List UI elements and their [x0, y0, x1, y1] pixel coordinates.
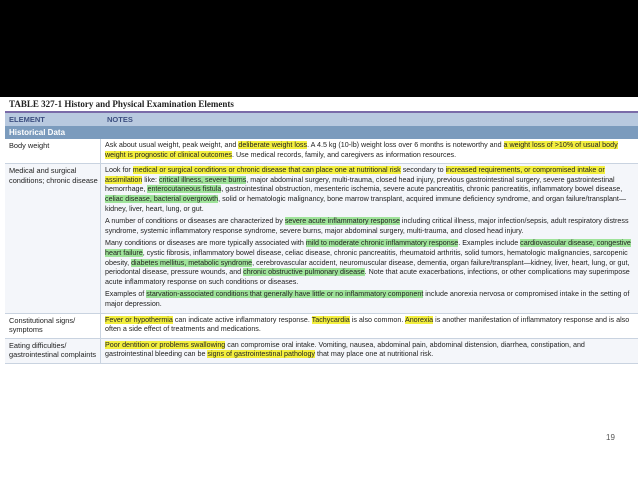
notes-paragraph [105, 316, 632, 335]
notes-text: including critical illness, major infection/sepsis, adult respiratory distress syndrome, systemic inflammatory response syndrome, severe burns, major abdominal surgery, multi-trauma, and closed head injury. [105, 217, 629, 235]
notes-text: include anorexia nervosa or compromised intake in the setting of major depression. [105, 290, 630, 308]
notes-text: . Note that acute exacerbations, infections, or other complications may superimpose acute inflammatory response on such conditions or diseases. [105, 268, 630, 286]
element-cell: Constitutional signs/ symptoms [5, 314, 101, 338]
highlight-green: severe acute inflammatory response [284, 217, 400, 226]
column-header-element: ELEMENT [9, 115, 45, 124]
table-title: TABLE 327-1 History and Physical Examination Elements [5, 97, 638, 113]
highlight-green: cardiovascular disease, congestive heart failure [105, 239, 631, 257]
highlight-green: diabetes mellitus, metabolic syndrome [131, 258, 253, 267]
highlight-green: mild to moderate chronic inflammatory response [305, 239, 459, 248]
highlight-yellow: a weight loss of >10% of usual body weight is prognostic of clinical outcomes [105, 141, 618, 159]
notes-cell [101, 139, 638, 163]
highlight-green: celiac disease, bacterial overgrowth [105, 194, 219, 203]
table-row [5, 314, 638, 339]
highlight-yellow: Poor dentition or problems swallowing [105, 340, 226, 349]
notes-text: like: [142, 175, 159, 184]
notes-text: , major abdominal surgery, multi-trauma, closed head injury, previous gastrointestinal surgery, severe gastrointestinal hemorrhage, [105, 175, 615, 194]
highlight-yellow: signs of gastrointestinal pathology [207, 350, 315, 359]
notes-text: Many conditions or diseases are more typically associated with [105, 239, 306, 248]
notes-text: , solid or hematologic malignancy, bone marrow transplant, acquired immune deficiency syndrome, and organ failure/transplant—kidney, liver, heart, lung, or gut. [105, 194, 627, 213]
notes-text: Examples of [105, 290, 147, 299]
notes-cell [101, 164, 638, 312]
notes-text: A number of conditions or diseases are characterized by [105, 217, 285, 226]
notes-text: can compromise oral intake. Vomiting, nausea, abdominal pain, abdominal distension, diarrhea, constipation, and gastrointestinal bleeding can be [105, 340, 585, 359]
highlight-green: enterocutaneous fistula [147, 185, 222, 194]
notes-text: Ask about usual weight, peak weight, and [105, 141, 239, 149]
notes-text: , cerebrovascular accident, neuromuscular disease, dementia, organ failure/transplant—kidney, liver, heart, lung, or gut, periodontal disease, pressure wounds, and [105, 258, 630, 277]
table-row [5, 339, 638, 364]
notes-text: . A 4.5 kg (10-lb) weight loss over 6 months is noteworthy and [307, 141, 504, 149]
highlight-green: critical illness, severe burns [158, 175, 247, 184]
notes-cell [101, 339, 638, 363]
notes-cell [101, 314, 638, 338]
element-cell: Medical and surgical conditions; chronic disease [5, 164, 101, 312]
highlight-green: chronic obstructive pulmonary disease [243, 268, 365, 277]
notes-text: , cystic fibrosis, inflammatory bowel disease, celiac disease, chronic pancreatitis, rheumatoid arthritis, solid tumors, hematologic malignancies, sarcopenic obesity, [105, 248, 628, 267]
table-row [5, 139, 638, 164]
notes-text: . Examples include [458, 239, 521, 248]
highlight-yellow: Tachycardia [311, 315, 350, 324]
notes-paragraph [105, 239, 632, 287]
notes-paragraph [105, 341, 632, 360]
top-black-band [0, 0, 638, 97]
highlight-yellow: medical or surgical conditions or chronic disease that can place one at nutritional risk [132, 166, 401, 175]
element-cell: Body weight [5, 139, 101, 163]
notes-text: that may place one at nutritional risk. [315, 350, 434, 359]
highlight-yellow: Anorexia [404, 315, 434, 324]
table-body [5, 139, 638, 364]
notes-text: , gastrointestinal obstruction, mesenteric ischemia, severe acute pancreatitis, chronic pancreatitis, inflammatory bowel disease, [221, 185, 623, 194]
page-number: 19 [606, 433, 615, 442]
table-row [5, 164, 638, 313]
table-header-row [5, 113, 638, 126]
notes-paragraph [105, 217, 632, 236]
notes-paragraph [105, 166, 632, 214]
notes-paragraph [105, 290, 632, 309]
section-header-historical-data: Historical Data [5, 126, 638, 139]
notes-text: secondary to [400, 166, 446, 175]
highlight-yellow: deliberate weight loss [238, 141, 308, 149]
notes-text: . Use medical records, family, and caregivers as information resources. [232, 150, 457, 159]
element-cell: Eating difficulties/ gastrointestinal complaints [5, 339, 101, 363]
highlight-green: starvation-associated conditions that generally have little or no inflammatory component [146, 290, 424, 299]
highlight-yellow: Fever or hypothermia [105, 315, 173, 324]
highlight-yellow: increased requirements, or compromised intake or assimilation [105, 166, 605, 184]
document-table [5, 97, 638, 364]
notes-paragraph [105, 141, 632, 160]
column-header-notes: NOTES [107, 115, 133, 124]
notes-text: Look for [105, 166, 133, 175]
notes-text: can indicate active inflammatory response. [172, 315, 312, 324]
notes-text: is another manifestation of inflammatory response and is also often a side effect of treatments and medications. [105, 315, 630, 334]
notes-text: is also common. [349, 315, 405, 324]
